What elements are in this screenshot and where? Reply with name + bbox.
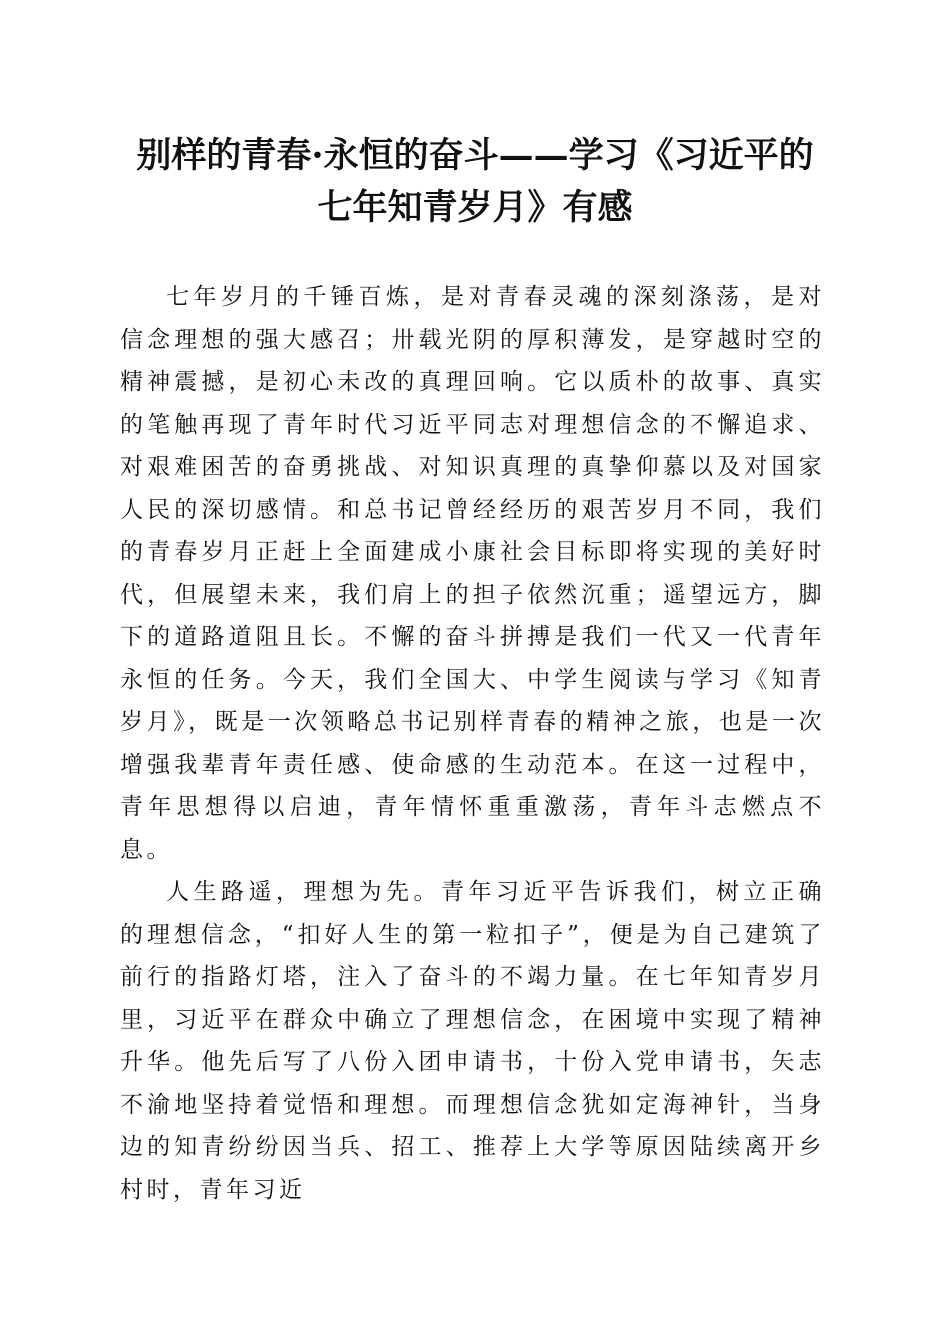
document-title: [100, 130, 850, 234]
paragraph-1: 七年岁月的千锤百炼，是对青春灵魂的深刻涤荡，是对信念理想的强大感召；卅载光阴的厚积薄发，是穿越时空的精神震撼，是初心未改的真理回响。它以质朴的故事、真实的笔触再现了青年时代习近平同志对理想信念的不懈追求、对艰难困苦的奋勇挑战、对知识真理的真挚仰慕以及对国家人民的深切感情。和总书记曾经经历的艰苦岁月不同，我们的青春岁月正赶上全面建成小康社会目标即将实现的美好时代，但展望未来，我们肩上的担子依然沉重；遥望远方，脚下的道路道阻且长。不懈的奋斗拼搏是我们一代又一代青年永恒的任务。今天，我们全国大、中学生阅读与学习《知青岁月》，既是一次领略总书记别样青春的精神之旅，也是一次增强我辈青年责任感、使命感的生动范本。在这一过程中，青年思想得以启迪，青年情怀重重激荡，青年斗志燃点不息。: [120, 284, 825, 863]
document-body: [120, 276, 825, 1211]
title-line-1: 别样的青春·永恒的奋斗——学习《习近平的: [136, 135, 814, 176]
title-line-2: 七年知青岁月》有感: [317, 187, 633, 228]
paragraph-2: 人生路遥，理想为先。青年习近平告诉我们，树立正确的理想信念，“扣好人生的第一粒扣子”，便是为自己建筑了前行的指路灯塔，注入了奋斗的不竭力量。在七年知青岁月里，习近平在群众中确立了理想信念，在困境中实现了精神升华。他先后写了八份入团申请书，十份入党申请书，矢志不渝地坚持着觉悟和理想。而理想信念犹如定海神针，当身边的知青纷纷因当兵、招工、推荐上大学等原因陆续离开乡村时，青年习近: [120, 879, 825, 1203]
